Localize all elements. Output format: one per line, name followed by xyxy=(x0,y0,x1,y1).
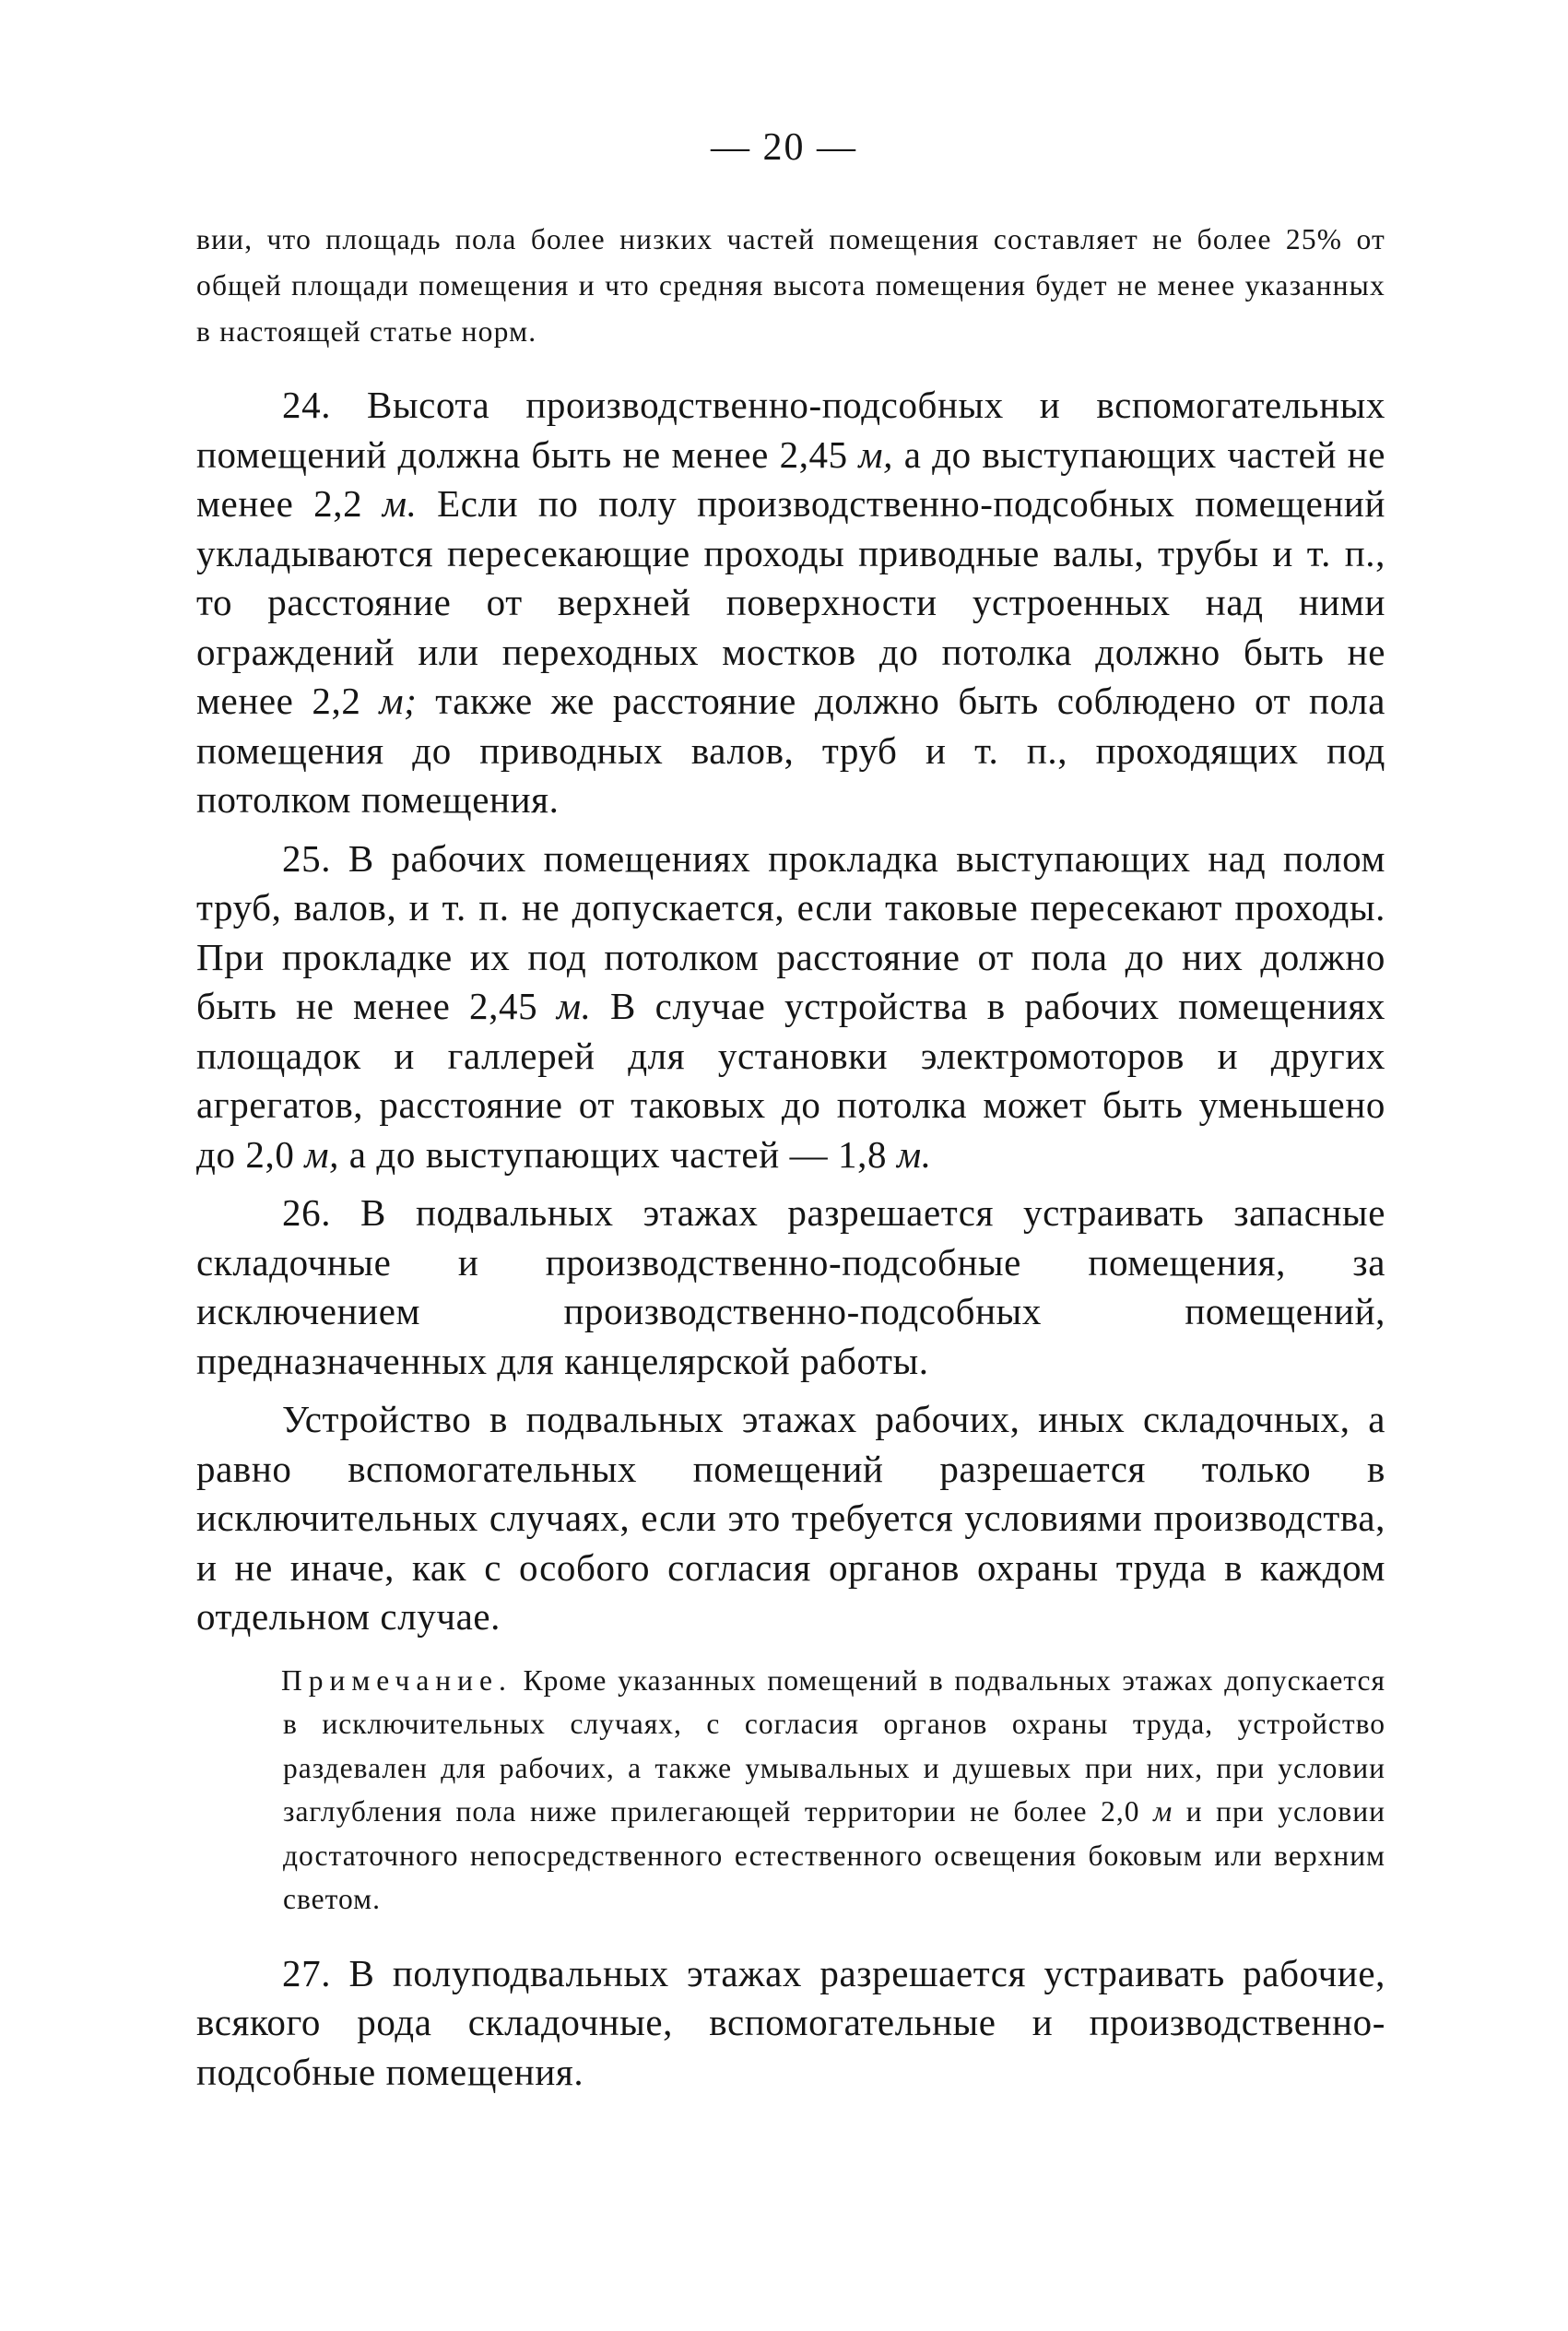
article-24-text-4: также же расстояние должно быть соблюдено от пола помещения до приводных валов, труб и т. п., проходящих под потолком помещения. xyxy=(196,680,1385,821)
text-column xyxy=(196,217,1385,2106)
unit-label: м xyxy=(1153,1795,1173,1828)
unit-label: м. xyxy=(556,985,592,1027)
article-26: 26. В подвальных этажах разрешается устраивать запасные складочные и производственно-подсобные помещения, за исключением производственно-подсобных помещений, предназначенных для канцелярской работы. xyxy=(196,1191,1385,1382)
note-label: Примечание. xyxy=(281,1663,513,1697)
article-24 xyxy=(196,381,1385,825)
article-24-text-1: 24. Высота производственно-подсобных и вспомогательных помещений должна быть не менее 2,45 xyxy=(196,384,1385,476)
note-text-2: и при условии достаточного непосредственного естественного освещения боковым или верхним светом. xyxy=(283,1795,1385,1915)
article-24-text-2: а до выступающих частей не менее 2,2 xyxy=(196,432,1386,525)
article-25 xyxy=(196,834,1385,1180)
article-25-text-3: а до выступающих частей — 1,8 xyxy=(338,1132,897,1176)
page-number: — 20 — xyxy=(711,126,857,169)
note-text-1: Кроме указанных помещений в подвальных этажах допускается в исключительных случаях, с согласия органов охраны труда, устройство раздевален для рабочих, а также умывальных и душевых при них, при условии заглубления пола ниже прилегающей территории не более 2,0 xyxy=(283,1663,1385,1828)
unit-label: м, xyxy=(858,432,894,476)
note xyxy=(196,1659,1385,1922)
unit-label: м. xyxy=(382,482,418,525)
article-26-continuation: Устройство в подвальных этажах рабочих, иных складочных, а равно вспомогательных помещений разрешается только в исключительных случаях, если это требуется условиями производства, и не иначе, как с особого согласия органов охраны труда в каждом отдельном случае. xyxy=(196,1398,1385,1638)
article-27: 27. В полуподвальных этажах разрешается устраивать рабочие, всякого рода складочные, вспомогательные и производственно-подсобные помещения. xyxy=(196,1951,1385,2093)
article-25-text-2: В случае устройства в рабочих помещениях площадок и галлерей для установки электромоторов и других агрегатов, расстояние от таковых до потолка может быть уменьшено до 2,0 xyxy=(196,985,1385,1176)
article-25-text-1: 25. В рабочих помещениях прокладка выступающих над полом труб, валов, и т. п. не допускается, если таковые пересекают проходы. При прокладке их под потолком расстояние от пола до них должно быть не менее 2,45 xyxy=(196,836,1385,1027)
article-24-text-3: Если по полу производственно-подсобных помещений укладываются пересекающие проходы приводные валы, трубы и т. п., то расстояние от верхней поверхности устроенных над ними ограждений или переходных мостков до потолка должно быть не менее 2,2 xyxy=(196,482,1385,722)
unit-label: м. xyxy=(896,1132,932,1176)
unit-label: м, xyxy=(304,1132,339,1176)
unit-label: м; xyxy=(379,680,418,722)
continuation-text: вии, что площадь пола более низких частей помещения составляет не более 25% от общей площади помещения и что средняя высота помещения будет не менее указанных в настоящей статье норм. xyxy=(196,223,1385,348)
